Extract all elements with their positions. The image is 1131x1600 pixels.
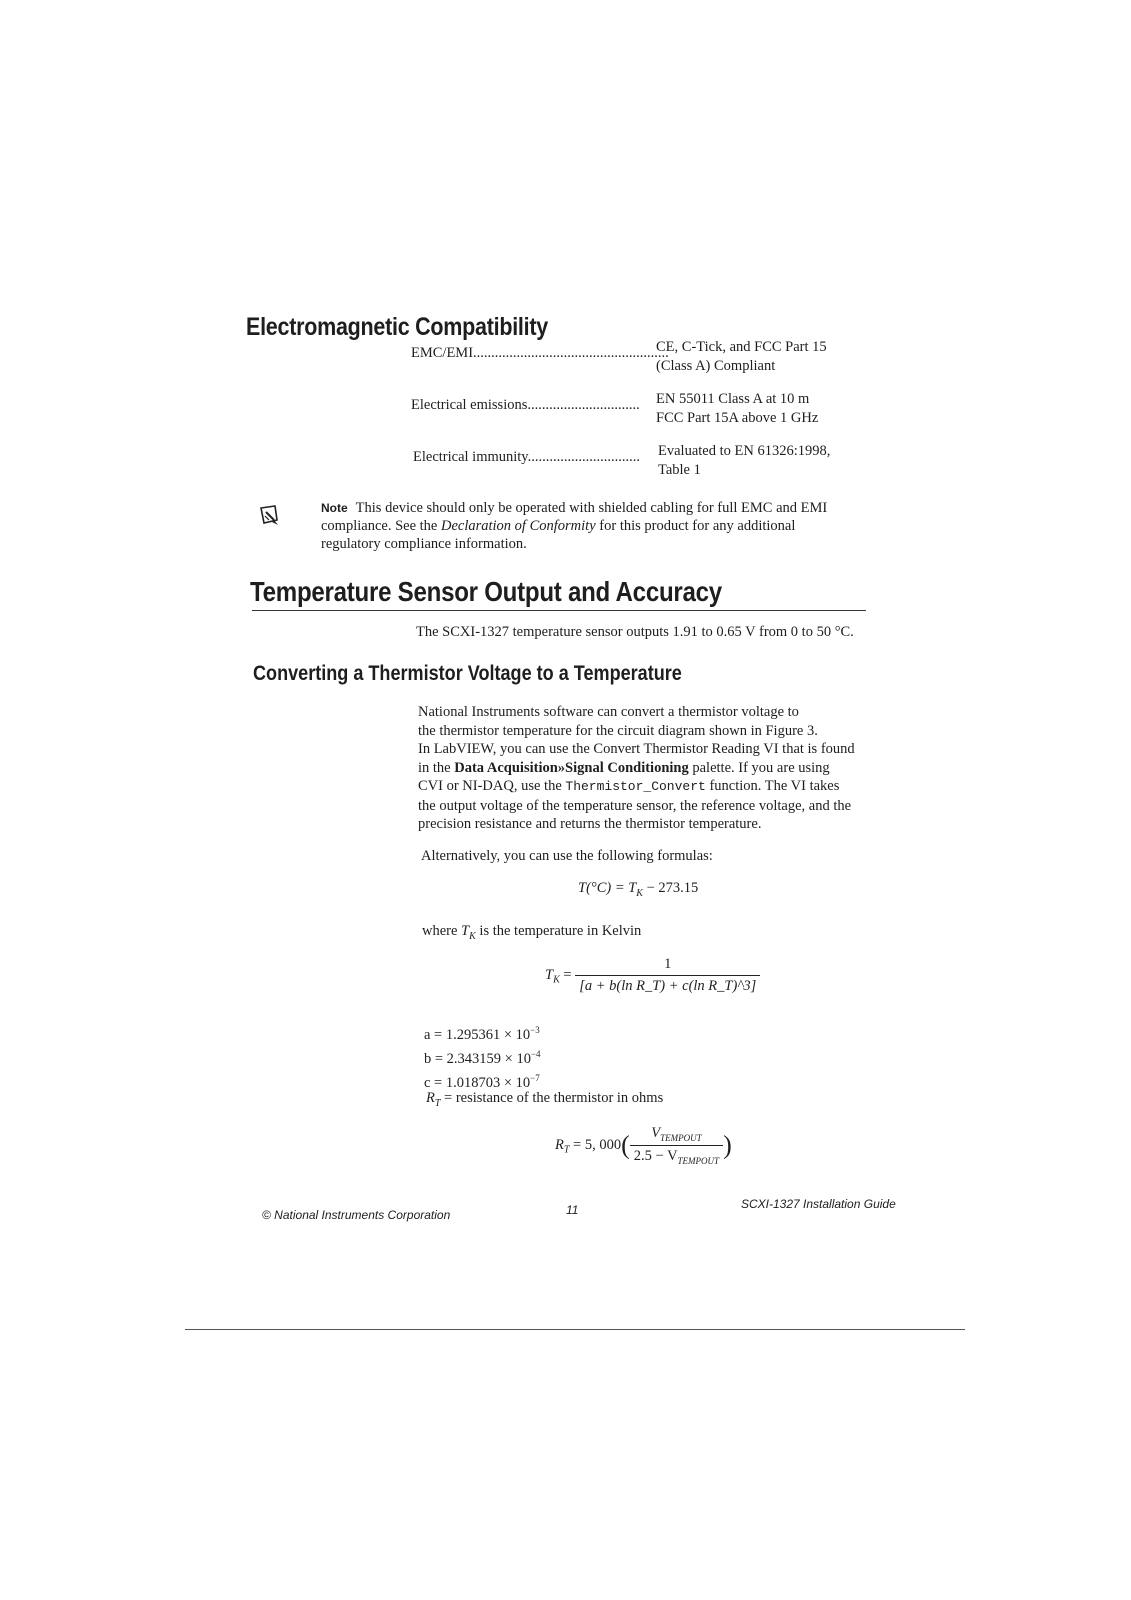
note-block: Note This device should only be operated with shielded cabling for full EMC and EMI compliance. See the Declaration of Conformity for this product for any additional regulatory compliance information. [321, 500, 828, 552]
formula-kelvin: $T_K$ = $\frac{1}{\text{[a + b(ln R\_T) + c(ln R\_T)\textasciicircum{}3]}}$ [545, 956, 760, 995]
convert-paragraph: National Instruments software can convert a thermistor voltage to the thermistor temperature for the circuit diagram shown in Figure 3. In LabVIEW, you can use the Convert Thermistor Reading VI that is found in the Data Acquisition»Signal Conditioning palette. If you are using CVI or NI-DAQ, use the Thermistor_Convert function. The VI takes the output voltage of the temperature sensor, the reference voltage, and the precision resistance and returns the thermistor temperature. [418, 704, 855, 832]
leader-dots: ............................... [527, 397, 640, 413]
paren-left: ( [621, 1130, 630, 1160]
page-edge-rule [185, 1329, 965, 1330]
leader-dots: ............................... [527, 449, 640, 465]
footer-page-number: 11 [566, 1203, 579, 1217]
alternatively-text: Alternatively, you can use the following formulas: [421, 848, 713, 864]
temp-text: The SCXI-1327 temperature sensor outputs 1.91 to 0.65 V from 0 to 50 °C. [416, 624, 854, 640]
note-pencil-icon [258, 504, 284, 530]
where-text: where $T_K$ is the temperature in Kelvin [422, 923, 642, 942]
temp-heading: Temperature Sensor Output and Accuracy [250, 576, 722, 607]
leader-dots: ...................................................... [473, 345, 669, 361]
section-rule [252, 610, 866, 611]
constants-block: $a = 1.295361 \times 10^{-3}$ $b = 2.343159 \times 10^{-4}$ $c = 1.018703 \times 10^{-7}$ [424, 1025, 541, 1091]
emc-heading: Electromagnetic Compatibility [246, 313, 548, 341]
spec-value-emc-emi: CE, C-Tick, and FCC Part 15 (Class A) Compliant [656, 339, 827, 374]
kelvin-fraction: $\frac{1}{\text{[a + b(ln R\_T) + c(ln R\_T)\textasciicircum{}3]}}$ [575, 956, 760, 995]
formula-resistance: $R_T = 5$, 000( $\frac{V_{TEMPOUT}}{2.5 - V_{TEMPOUT}}$ ) [555, 1125, 732, 1166]
formula-celsius: $T(^\circ C) = T_K - 273.15$ [578, 880, 699, 899]
convert-heading: Converting a Thermistor Voltage to a Temperature [253, 662, 682, 685]
spec-label-emissions: Electrical emissions............................... [411, 397, 640, 413]
resistance-fraction: $\frac{V_{TEMPOUT}}{2.5 - V_{TEMPOUT}}$ [630, 1125, 723, 1166]
spec-label-emc-emi: EMC/EMI...................................................... [411, 345, 669, 361]
spec-value-emissions: EN 55011 Class A at 10 m FCC Part 15A above 1 GHz [656, 391, 819, 426]
note-tag: Note [321, 501, 348, 515]
spec-value-immunity: Evaluated to EN 61326:1998, Table 1 [658, 443, 831, 478]
paren-right: ) [723, 1130, 732, 1160]
footer-guide-title: SCXI-1327 Installation Guide [741, 1197, 896, 1211]
footer-copyright: © National Instruments Corporation [262, 1208, 451, 1222]
spec-label-immunity: Electrical immunity............................... [413, 449, 640, 465]
rt-definition: $R_T$ = resistance of the thermistor in ohms [426, 1090, 664, 1109]
